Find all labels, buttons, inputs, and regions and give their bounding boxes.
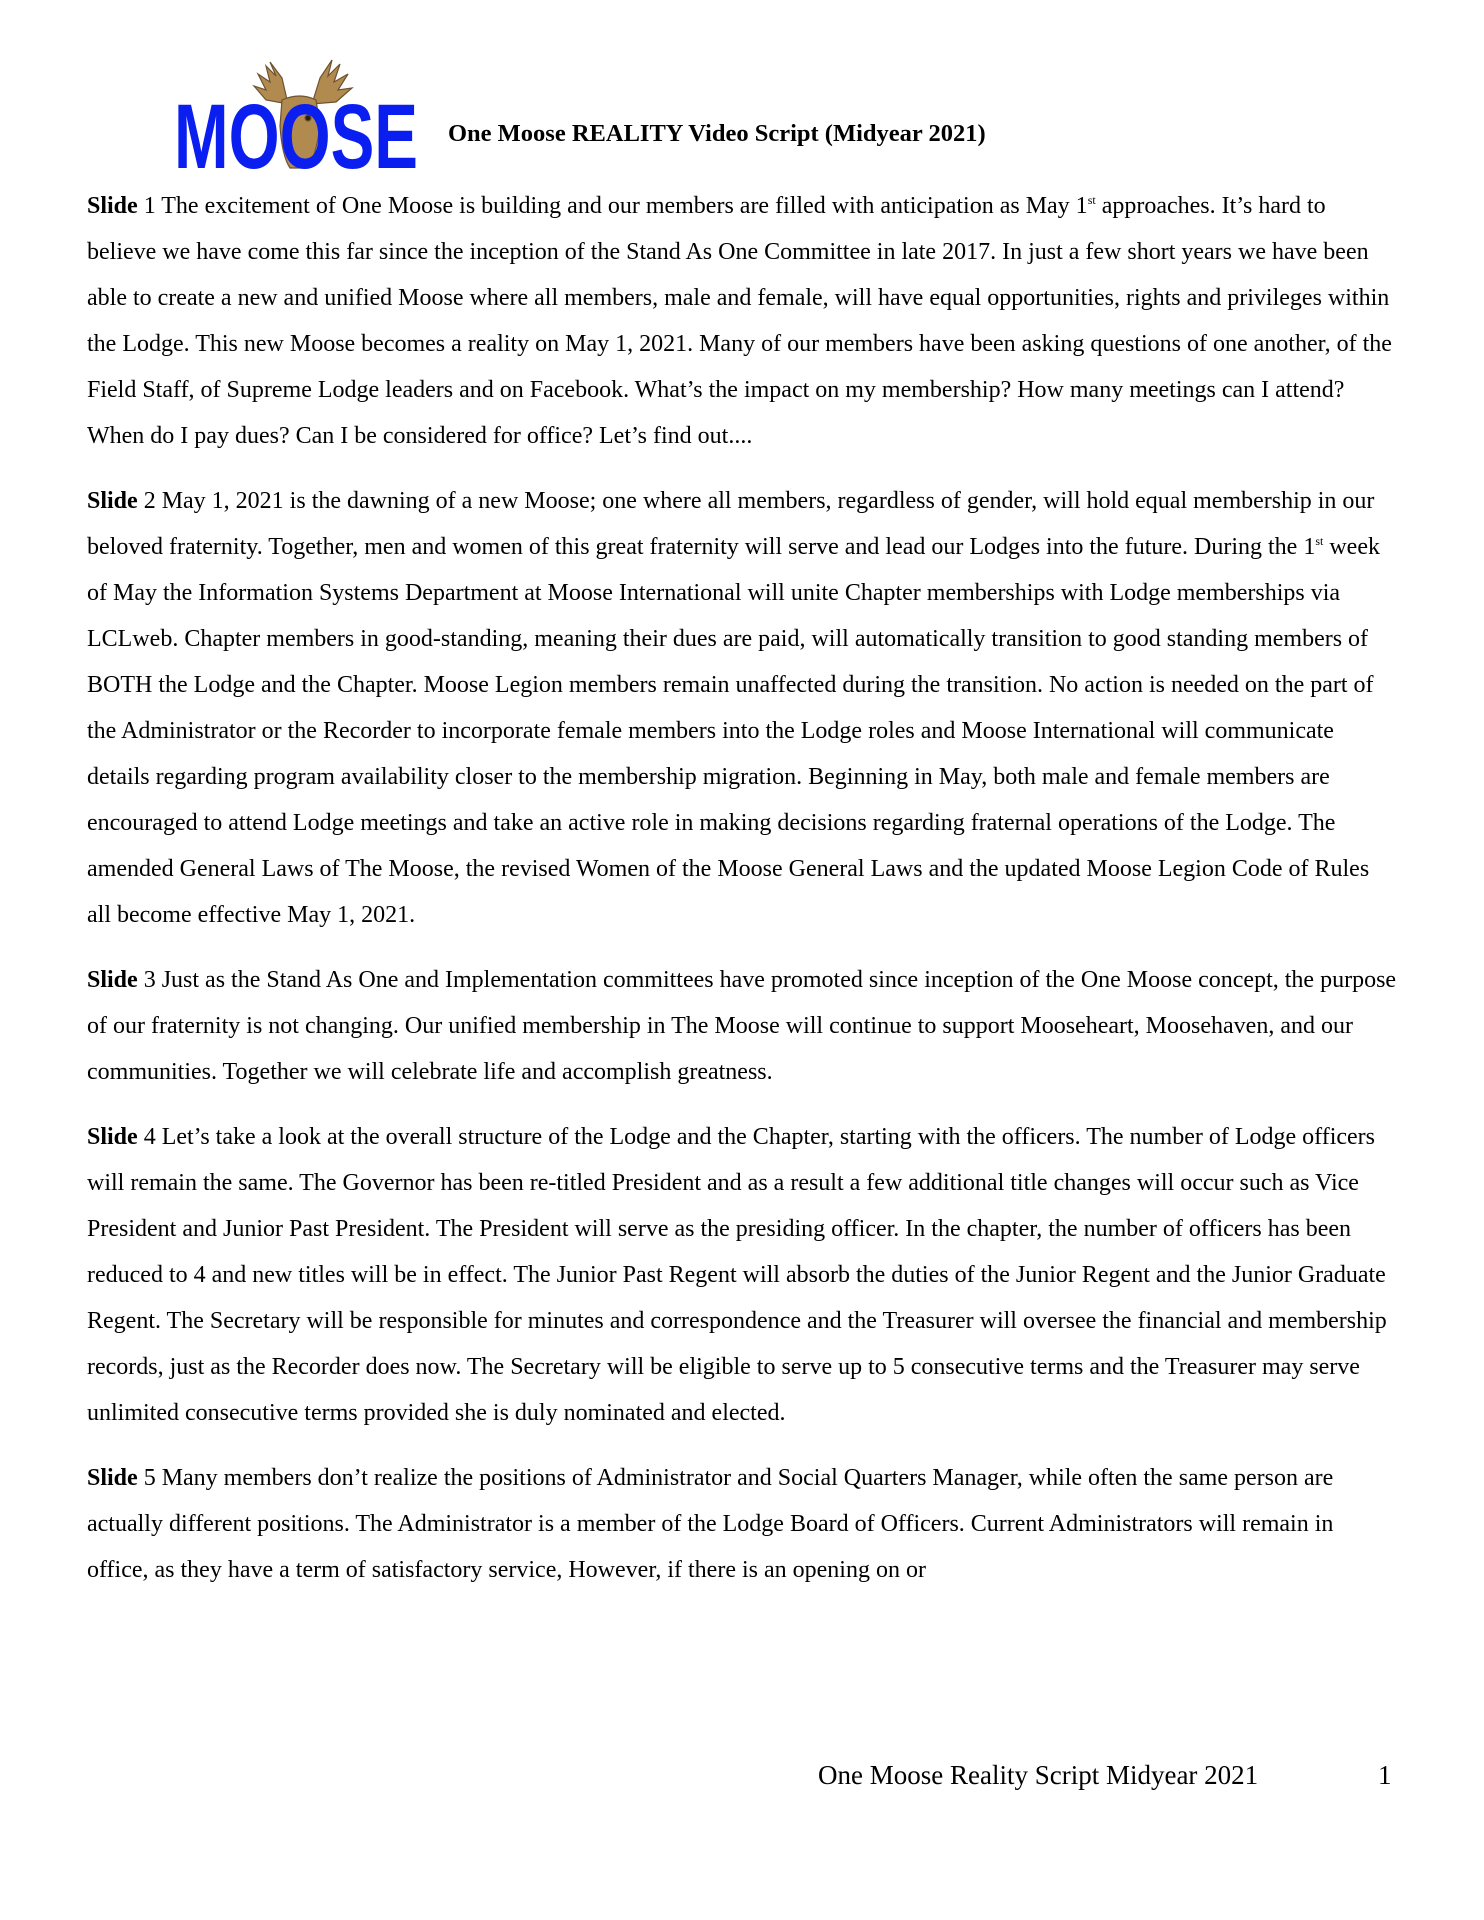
slide-text-continued: week of May the Information Systems Department at Moose International will unite Chapter memberships with Lodge memberships via LCLweb. Chapter members in good-standing, meaning their dues are paid, will automatically transition to good standing members of BOTH the Lodge and the Chapter. Moose Legion members remain unaffected during the transition. No action is needed on the part of the Administrator or the Recorder to incorporate female members into the Lodge roles and Moose International will communicate details regarding program availability closer to the membership migration. Beginning in May, both male and female members are encouraged to attend Lodge meetings and take an active role in making decisions regarding fraternal operations of the Lodge. The amended General Laws of The Moose, the revised Women of the Moose General Laws and the updated Moose Legion Code of Rules all become effective May 1, 2021.: [87, 534, 1380, 928]
ordinal-suffix: st: [1315, 534, 1324, 548]
slide-label: Slide: [87, 488, 138, 514]
document-title: One Moose REALITY Video Script (Midyear 2021): [448, 120, 986, 147]
document-header: [170, 56, 1370, 188]
page-footer: One Moose Reality Script Midyear 2021: [818, 1760, 1259, 1790]
slide-paragraph-3: [87, 957, 1397, 1095]
page-number: 1: [1378, 1760, 1392, 1790]
slide-text-continued: approaches. It’s hard to believe we have come this far since the inception of the Stand As One Committee in late 2017. In just a few short years we have been able to create a new and unified Moose where all members, male and female, will have equal opportunities, rights and privileges within the Lodge. This new Moose becomes a reality on May 1, 2021. Many of our members have been asking questions of one another, of the Field Staff, of Supreme Lodge leaders and on Facebook. What’s the impact on my membership? How many meetings can I attend? When do I pay dues? Can I be considered for office? Let’s find out....: [87, 193, 1392, 449]
slide-paragraph-2: [87, 478, 1397, 938]
slide-paragraph-1: [87, 183, 1397, 459]
slide-text: The excitement of One Moose is building and our members are filled with anticipation as May 1: [155, 193, 1088, 219]
slide-text: May 1, 2021 is the dawning of a new Moose; one where all members, regardless of gender, will hold equal membership in our beloved fraternity. Together, men and women of this great fraternity will serve and lead our Lodges into the future. During the 1: [87, 488, 1375, 560]
ordinal-suffix: st: [1087, 193, 1096, 207]
logo-wordmark: MOOSE: [174, 86, 418, 188]
slide-number: 2: [143, 488, 156, 514]
slide-text: Many members don’t realize the positions of Administrator and Social Quarters Manager, while often the same person are actually different positions. The Administrator is a member of the Lodge Board of Officers. Current Administrators will remain in office, as they have a term of satisfactory service, However, if there is an opening on or: [87, 1465, 1334, 1583]
slide-number: 4: [143, 1124, 156, 1150]
slide-number: 1: [143, 193, 156, 219]
moose-logo: [170, 56, 420, 188]
script-body: [87, 183, 1397, 1612]
slide-number: 5: [143, 1465, 156, 1491]
slide-text: Let’s take a look at the overall structure of the Lodge and the Chapter, starting with the officers. The number of Lodge officers will remain the same. The Governor has been re-titled President and as a result a few additional title changes will occur such as Vice President and Junior Past President. The President will serve as the presiding officer. In the chapter, the number of officers has been reduced to 4 and new titles will be in effect. The Junior Past Regent will absorb the duties of the Junior Regent and the Junior Graduate Regent. The Secretary will be responsible for minutes and correspondence and the Treasurer will oversee the financial and membership records, just as the Recorder does now. The Secretary will be eligible to serve up to 5 consecutive terms and the Treasurer may serve unlimited consecutive terms provided she is duly nominated and elected.: [87, 1124, 1387, 1426]
slide-label: Slide: [87, 1465, 138, 1491]
slide-label: Slide: [87, 193, 138, 219]
slide-paragraph-4: [87, 1114, 1397, 1436]
slide-label: Slide: [87, 1124, 138, 1150]
slide-text: Just as the Stand As One and Implementation committees have promoted since inception of the One Moose concept, the purpose of our fraternity is not changing. Our unified membership in The Moose will continue to support Mooseheart, Moosehaven, and our communities. Together we will celebrate life and accomplish greatness.: [87, 967, 1397, 1085]
slide-paragraph-5: [87, 1455, 1397, 1593]
slide-number: 3: [143, 967, 156, 993]
slide-label: Slide: [87, 967, 138, 993]
